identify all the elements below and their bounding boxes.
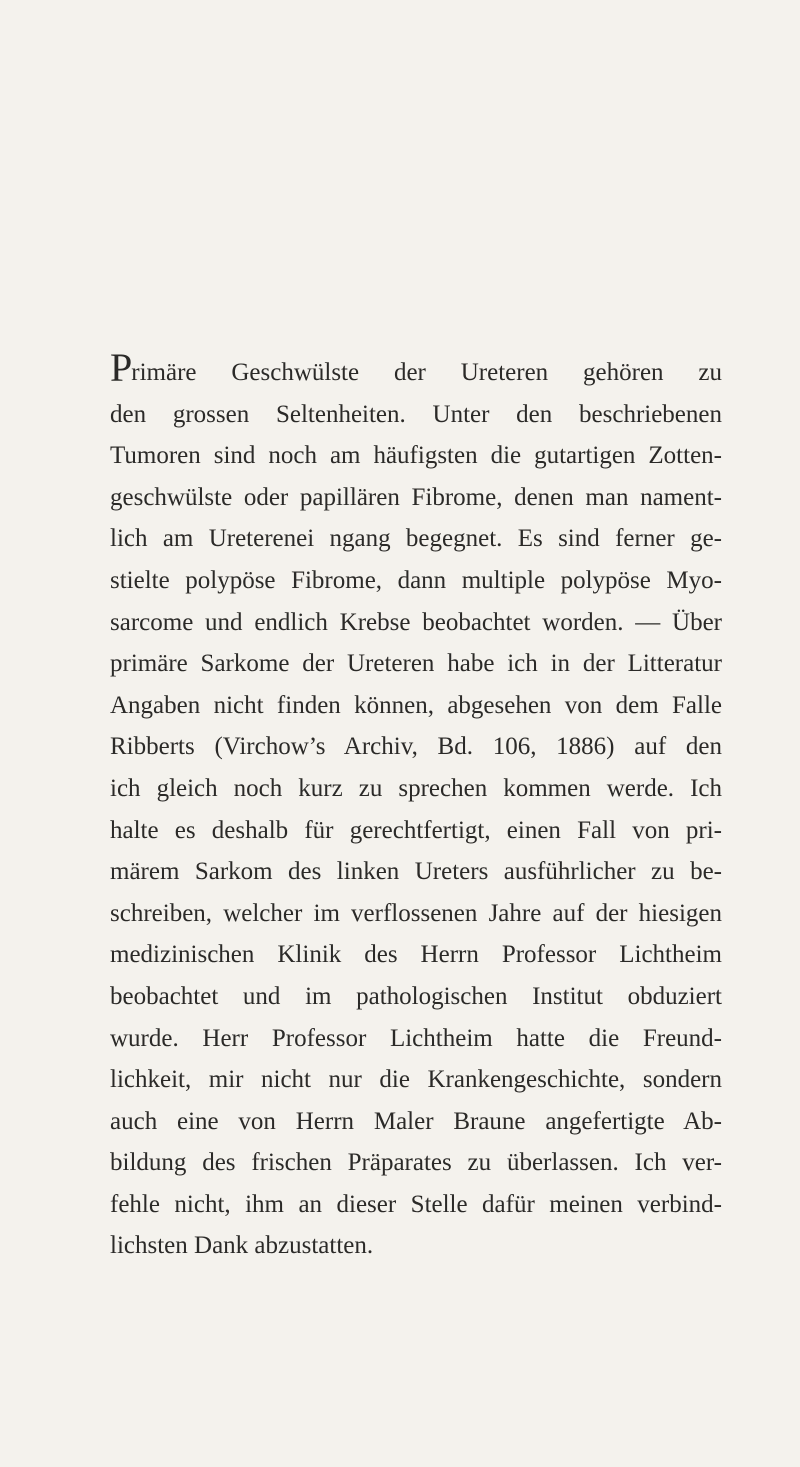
paragraph-line: wurde. Herr Professor Lichtheim hatte die Freund-	[110, 1024, 722, 1052]
paragraph-line: primäre Sarkome der Ureteren habe ich in der Litteratur	[110, 650, 722, 678]
paragraph-last-line: lichsten Dank abzustatten.	[110, 1232, 374, 1260]
paragraph-line: auch eine von Herrn Maler Braune angefertigte Ab-	[110, 1107, 722, 1135]
paragraph-line: den grossen Seltenheiten. Unter den beschriebenen	[110, 400, 722, 428]
paragraph-line: lichkeit, mir nicht nur die Krankengeschichte, sondern	[110, 1066, 722, 1094]
paragraph-line: ich gleich noch kurz zu sprechen kommen werde. Ich	[110, 774, 722, 802]
paragraph-line: Tumoren sind noch am häufigsten die gutartigen Zotten-	[110, 442, 722, 470]
paragraph-line: bildung des frischen Präparates zu überlassen. Ich ver-	[110, 1149, 722, 1177]
paragraph-line: märem Sarkom des linken Ureters ausführlicher zu be-	[110, 858, 722, 886]
paragraph-line: Angaben nicht finden können, abgesehen von dem Falle	[110, 691, 722, 719]
paragraph-line: Ribberts (Virchow’s Archiv, Bd. 106, 1886) auf den	[110, 733, 722, 761]
drop-cap-letter: P	[110, 345, 133, 390]
paragraph-line: schreiben, welcher im verflossenen Jahre auf der hiesigen	[110, 899, 722, 927]
paragraph-line: medizinischen Klinik des Herrn Professor Lichtheim	[110, 941, 722, 969]
paragraph-line: sarcome und endlich Krebse beobachtet worden. — Über	[110, 608, 722, 636]
paragraph-line: stielte polypöse Fibrome, dann multiple polypöse Myo-	[110, 566, 722, 594]
paragraph-line: halte es deshalb für gerechtfertigt, einen Fall von pri-	[110, 816, 722, 844]
body-paragraph	[110, 345, 722, 1267]
paragraph-line-1	[110, 345, 722, 394]
paragraph-line: geschwülste oder papillären Fibrome, denen man nament-	[110, 483, 722, 511]
paragraph-line: fehle nicht, ihm an dieser Stelle dafür meinen verbind-	[110, 1190, 722, 1218]
paragraph-line: beobachtet und im pathologischen Institut obduziert	[110, 982, 722, 1010]
first-line-text: rimäre Geschwülste der Ureteren gehören zu	[131, 359, 722, 386]
paragraph-line: lich am Ureterenei ngang begegnet. Es sind ferner ge-	[110, 525, 722, 553]
